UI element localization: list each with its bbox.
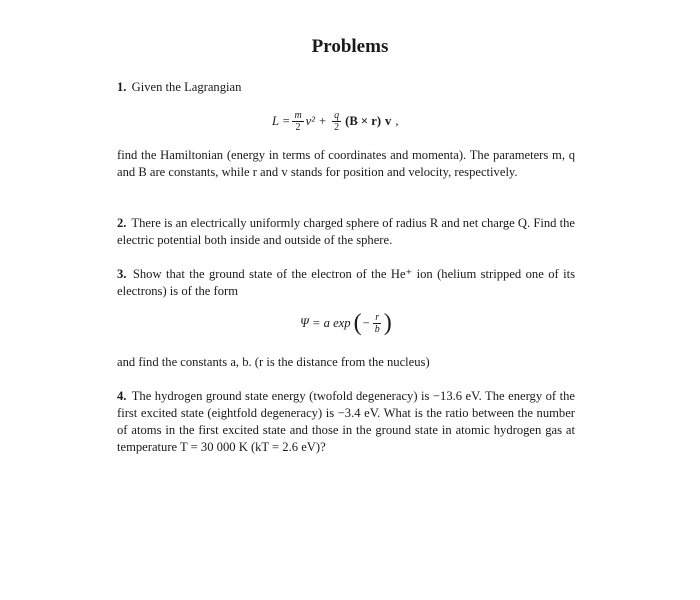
problem-1-body: find the Hamiltonian (energy in terms of coordinates and momenta). The parameters m, q and B are constants, while r and v stands for position and velocity, respectively. [117, 148, 575, 179]
eq-frac-num-r: r [375, 311, 380, 323]
eq-frac-den-b: b [374, 323, 380, 335]
eq-frac-m2 [292, 110, 303, 133]
problem-3-after: and find the constants a, b. (r is the distance from the nucleus) [117, 355, 430, 369]
eq-cross-product: (B × r) [345, 114, 382, 128]
problem-4-text: The hydrogen ground state energy (twofold degeneracy) is −13.6 eV. The energy of the first excited state (eightfold degeneracy) is −3.4 eV. What is the ratio between the number of atoms in the first excited state and those in the ground state in atomic hydrogen gas at temperature T = 30 000 K (kT = 2.6 eV)? [117, 389, 576, 454]
problem-4-number: 4. [117, 389, 127, 403]
lagrangian-equation [272, 110, 398, 133]
problem-2 [117, 215, 575, 249]
eq-v-vector: v [385, 114, 392, 128]
eq-frac-num-q: q [334, 110, 340, 121]
eq-frac-den-2: 2 [295, 122, 301, 133]
eq-frac-num-m: m [294, 110, 302, 121]
problem-2-text: There is an electrically uniformly charged sphere of radius R and net charge Q. Find the electric potential both inside and outside of the sphere. [117, 216, 576, 247]
eq-lhs: L = [272, 114, 291, 128]
problem-1-intro [117, 79, 575, 96]
paren-close: ) [383, 310, 392, 336]
wavefunction-equation [300, 311, 392, 335]
problem-3-number: 3. [117, 267, 127, 281]
page-title: Problems [311, 36, 389, 57]
problem-4 [117, 388, 575, 456]
eq-frac-q2 [332, 110, 341, 133]
eq-frac-rb [373, 312, 382, 335]
eq-minus: − [362, 315, 370, 330]
eq-comma: , [395, 114, 399, 128]
problem-1-intro-text: Given the Lagrangian [131, 80, 242, 94]
eq-plus: + [319, 114, 327, 128]
eq-v-squared: v² [305, 114, 316, 128]
paren-open: ( [353, 310, 362, 336]
problem-3 [117, 266, 575, 300]
problem-2-number: 2. [117, 216, 127, 230]
problem-1-number: 1. [117, 80, 127, 94]
psi-lhs: Ψ = a exp [300, 315, 351, 330]
problem-3-text: Show that the ground state of the electron of the He⁺ ion (helium stripped one of its electrons) is of the form [117, 267, 575, 298]
eq-frac-den-2b: 2 [334, 122, 340, 133]
